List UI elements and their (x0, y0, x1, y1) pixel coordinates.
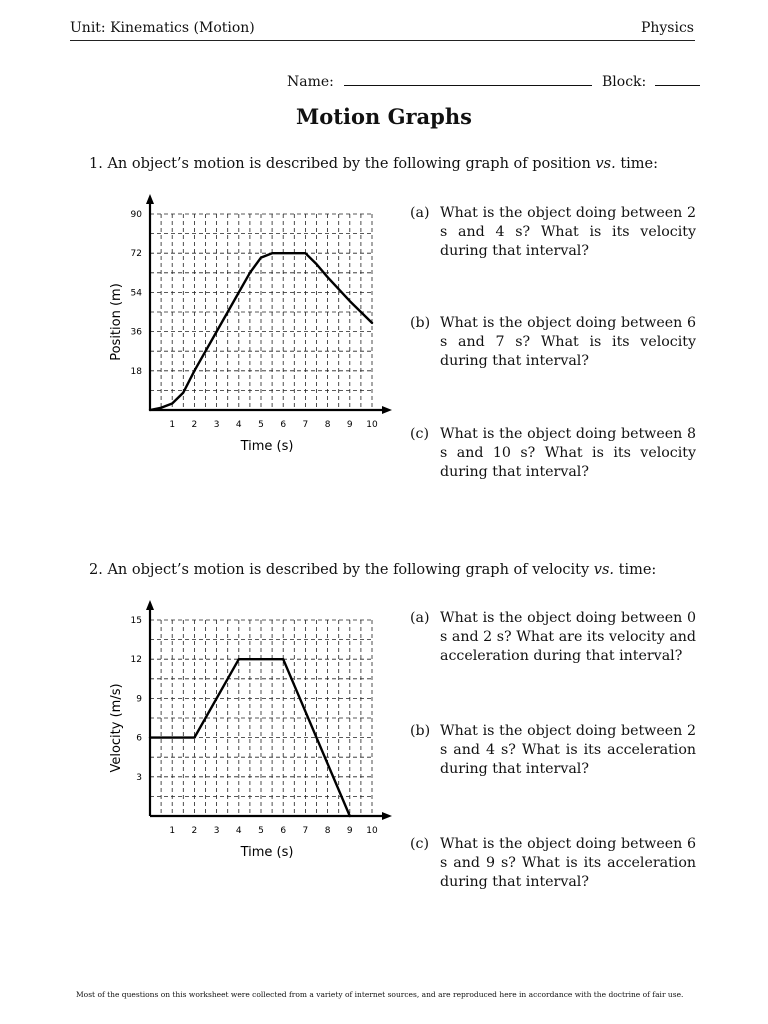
question-text: What is the object doing between 6 s and 9 s? What is its acceleration during that interval? (440, 836, 696, 890)
x-tick-label: 3 (213, 420, 220, 430)
question-text: What is the object doing between 0 s and 2 s? What are its velocity and acceleration during that interval? (440, 610, 696, 664)
x-tick-label: 5 (258, 420, 264, 430)
x-axis-label: Time (s) (240, 439, 294, 454)
problem-1-prompt (89, 156, 658, 172)
x-tick-label: 1 (169, 826, 176, 836)
x-tick-label: 3 (213, 826, 220, 836)
y-axis-arrow (146, 600, 154, 610)
question-label: (a) (410, 610, 430, 626)
problem-2-text: An object’s motion is described by the following graph of velocity (107, 562, 590, 578)
fair-use-footer: Most of the questions on this worksheet were collected from a variety of internet sources, and are reproduced here in accordance with the doctrine of fair use. (76, 990, 684, 999)
unit-header: Unit: Kinematics (Motion) (70, 20, 255, 36)
problem-1-vs: vs. (595, 156, 616, 172)
x-tick-label: 7 (302, 420, 309, 430)
y-tick-label: 36 (130, 327, 142, 338)
y-tick-label: 72 (130, 249, 142, 260)
y-tick-label: 12 (130, 655, 142, 666)
problem-2-text-after: time: (618, 562, 657, 578)
y-axis-label: Velocity (m/s) (109, 683, 124, 773)
x-tick-label: 6 (280, 420, 287, 430)
y-axis-arrow (146, 194, 154, 204)
question-label: (c) (410, 836, 430, 852)
question-label: (b) (410, 315, 431, 331)
question-text: What is the object doing between 8 s and 10 s? What is its velocity during that interval? (440, 426, 696, 480)
x-tick-label: 9 (346, 420, 353, 430)
x-tick-label: 7 (302, 826, 309, 836)
x-tick-label: 10 (366, 420, 378, 430)
x-tick-label: 10 (366, 826, 378, 836)
problem-1-number: 1. (89, 156, 103, 172)
x-tick-label: 6 (280, 826, 287, 836)
problem-2-number: 2. (89, 562, 103, 578)
velocity-time-graph (100, 596, 400, 876)
problem-2-prompt (89, 562, 656, 578)
question-label: (c) (410, 426, 430, 442)
problem-2-vs: vs. (593, 562, 615, 578)
x-tick-label: 4 (235, 420, 242, 430)
block-line (655, 85, 700, 86)
y-tick-label: 90 (130, 210, 142, 220)
name-field[interactable] (287, 74, 592, 90)
x-tick-label: 9 (346, 826, 353, 836)
y-tick-label: 54 (130, 288, 142, 299)
problem-1-text: An object’s motion is described by the following graph of position (107, 156, 591, 172)
header-rule (70, 40, 695, 41)
position-time-graph (100, 190, 400, 470)
x-axis-arrow (382, 406, 392, 414)
y-tick-label: 18 (130, 366, 142, 377)
x-tick-label: 2 (191, 826, 198, 836)
block-label: Block: (602, 74, 647, 90)
x-tick-label: 5 (258, 826, 264, 836)
question-label: (a) (410, 205, 430, 221)
problem-1-text-after: time: (620, 156, 659, 172)
y-axis-label: Position (m) (109, 283, 124, 361)
name-label: Name: (287, 74, 334, 90)
series-line (150, 253, 372, 410)
y-tick-label: 9 (136, 694, 142, 705)
name-line (344, 85, 592, 86)
x-axis-label: Time (s) (240, 845, 294, 860)
page-title: Motion Graphs (296, 104, 472, 129)
y-tick-label: 6 (136, 733, 142, 744)
x-tick-label: 1 (169, 420, 176, 430)
question-label: (b) (410, 723, 431, 739)
y-tick-label: 3 (136, 772, 142, 783)
x-tick-label: 8 (324, 420, 331, 430)
question-text: What is the object doing between 2 s and 4 s? What is its acceleration during that interval? (440, 723, 696, 777)
x-tick-label: 4 (235, 826, 242, 836)
block-field[interactable] (602, 74, 700, 90)
x-tick-label: 8 (324, 826, 331, 836)
question-text: What is the object doing between 6 s and 7 s? What is its velocity during that interval? (440, 315, 696, 369)
x-axis-arrow (382, 812, 392, 820)
subject-header: Physics (640, 20, 694, 36)
question-text: What is the object doing between 2 s and 4 s? What is its velocity during that interval? (440, 205, 696, 259)
y-tick-label: 15 (130, 616, 142, 626)
x-tick-label: 2 (191, 420, 198, 430)
